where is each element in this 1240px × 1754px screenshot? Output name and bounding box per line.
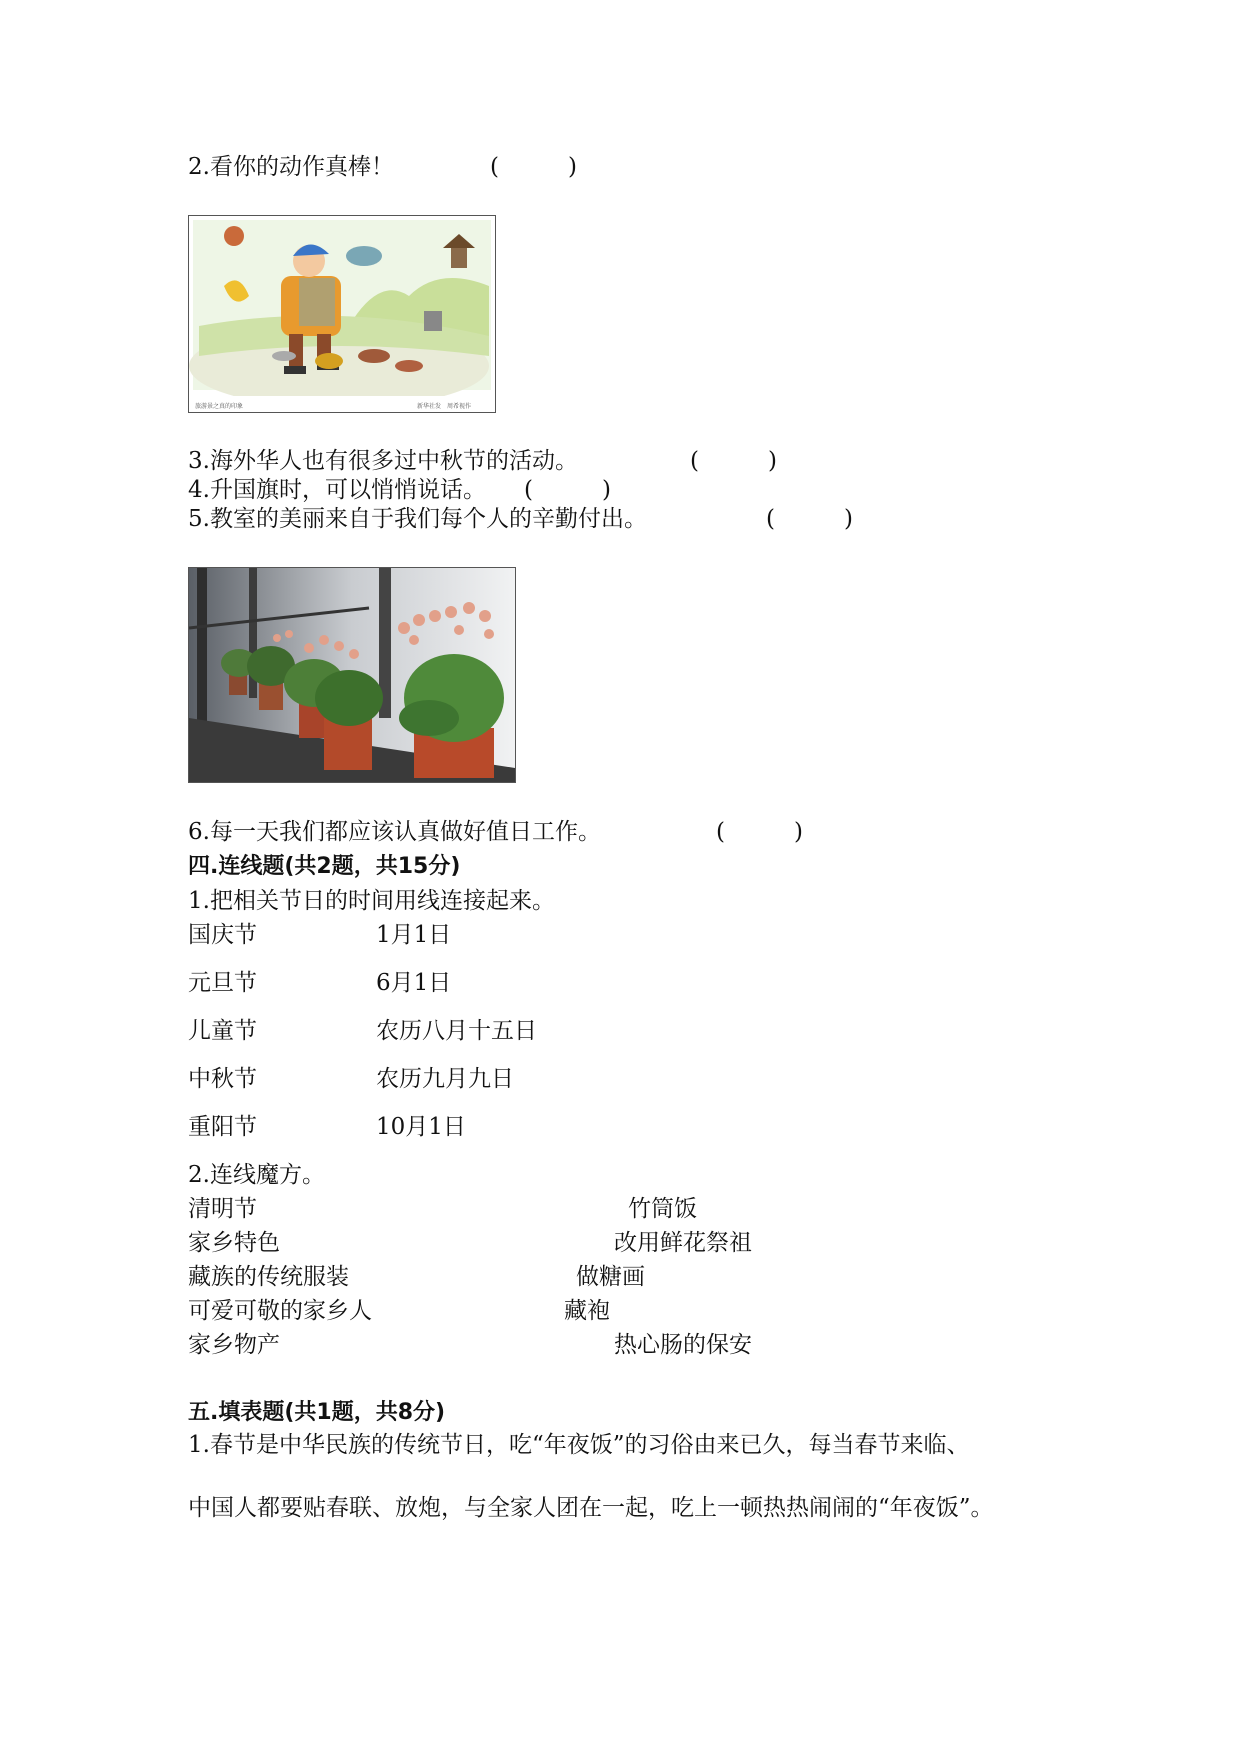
match-left-item[interactable]: 家乡特色 (188, 1230, 280, 1256)
question-3-text: 3.海外华人也有很多过中秋节的活动。 (188, 448, 578, 474)
section-5-paragraph-line-1: 1.春节是中华民族的传统节日，吃“年夜饭”的习俗由来已久，每当春节来临、 (188, 1432, 970, 1458)
question-2-text: 2.看你的动作真棒！ (188, 154, 394, 180)
match-left-item[interactable]: 藏族的传统服装 (188, 1264, 349, 1290)
section-5-title: 五.填表题(共1题，共8分) (188, 1400, 446, 1425)
match-right-item[interactable]: 做糖画 (576, 1264, 645, 1290)
question-5-answer-blank[interactable]: ( ) (766, 506, 853, 532)
question-6-text: 6.每一天我们都应该认真做好值日工作。 (188, 819, 601, 845)
question-2-answer-blank[interactable]: ( ) (490, 154, 577, 180)
date-item[interactable]: 农历八月十五日 (376, 1018, 537, 1044)
festival-item[interactable]: 重阳节 (188, 1114, 257, 1140)
date-item[interactable]: 农历九月九日 (376, 1066, 514, 1092)
date-item[interactable]: 10月1日 (376, 1114, 466, 1140)
festival-item[interactable]: 中秋节 (188, 1066, 257, 1092)
festival-item[interactable]: 元旦节 (188, 970, 257, 996)
question-4-text: 4.升国旗时，可以悄悄说话。 (188, 477, 486, 503)
classroom-plants-photo (188, 567, 516, 783)
question-6-answer-blank[interactable]: ( ) (716, 819, 803, 845)
section-4-title: 四.连线题(共2题，共15分) (188, 854, 461, 879)
section-5-paragraph-line-2: 中国人都要贴春联、放炮，与全家人团在一起，吃上一顿热热闹闹的“年夜饭”。 (188, 1495, 994, 1521)
match-right-item[interactable]: 藏袍 (564, 1298, 610, 1324)
match-right-item[interactable]: 竹筒饭 (628, 1196, 697, 1222)
cartoon-caption-left: 旅游景之真的印象 (195, 403, 244, 410)
question-5-text: 5.教室的美丽来自于我们每个人的辛勤付出。 (188, 506, 647, 532)
date-item[interactable]: 1月1日 (376, 922, 452, 948)
cartoon-caption-right: 新华社发 周希视作 (417, 403, 472, 410)
match-right-item[interactable]: 改用鲜花祭祖 (614, 1230, 752, 1256)
cartoon-illustration (189, 216, 495, 412)
festival-item[interactable]: 儿童节 (188, 1018, 257, 1044)
cartoon-tourist-littering-image (188, 215, 496, 413)
section-4-q1-title: 1.把相关节日的时间用线连接起来。 (188, 888, 555, 914)
festival-item[interactable]: 国庆节 (188, 922, 257, 948)
section-4-q2-title: 2.连线魔方。 (188, 1162, 325, 1188)
date-item[interactable]: 6月1日 (376, 970, 452, 996)
question-4-answer-blank[interactable]: ( ) (524, 477, 611, 503)
match-left-item[interactable]: 可爱可敬的家乡人 (188, 1298, 372, 1324)
match-left-item[interactable]: 清明节 (188, 1196, 257, 1222)
match-left-item[interactable]: 家乡物产 (188, 1332, 280, 1358)
question-3-answer-blank[interactable]: ( ) (690, 448, 777, 474)
potted-plants-illustration (189, 568, 515, 782)
match-right-item[interactable]: 热心肠的保安 (614, 1332, 752, 1358)
